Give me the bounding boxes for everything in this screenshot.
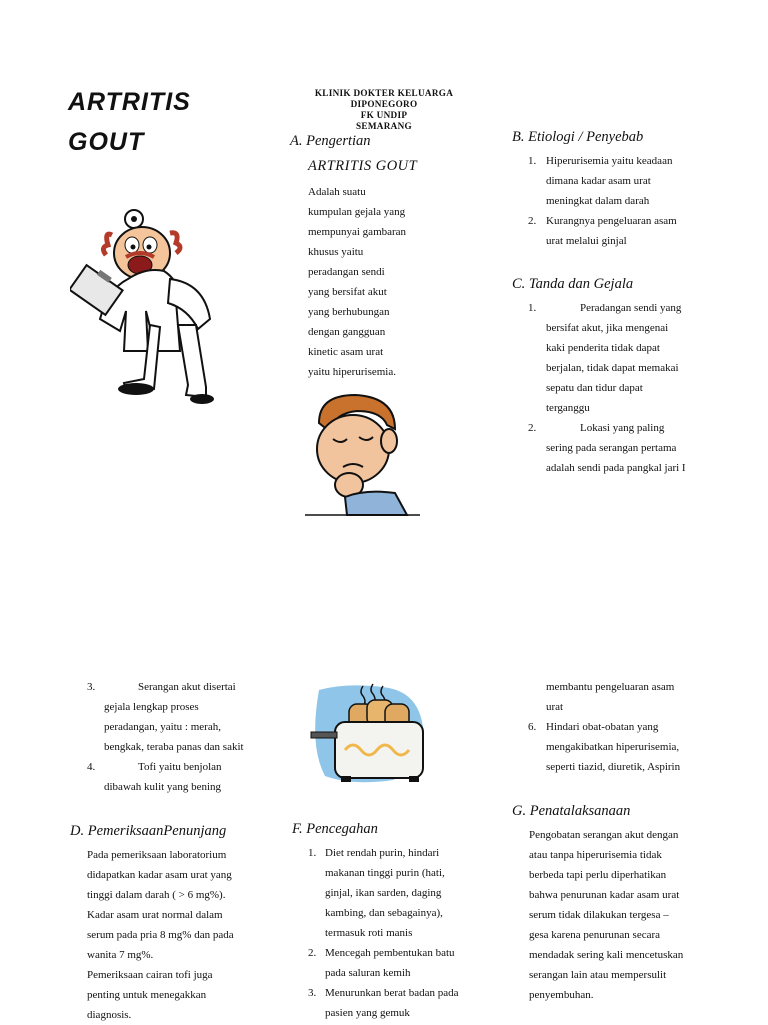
- section-b-list: [528, 151, 696, 251]
- section-g-body: Pengobatan serangan akut dengan atau tanpa hiperurisemia tidak berbeda tapi perlu diperhatikan bahwa penurunan kadar asam urat serum tidak dilakukan tergesa – gesa karena penurunan secara mendadak sering kali mencetuskan serangan lain atau mempersulit penyembuhan.: [529, 829, 684, 1001]
- list-item: 2. Lokasi yang paling sering pada serangan pertama adalah sendi pada pangkal jari I: [528, 422, 686, 474]
- clinic-line: DIPONEGORO: [350, 99, 418, 109]
- list-item: 4. Tofi yaitu benjolan dibawah kulit yang bening: [87, 761, 222, 793]
- list-item: 2. Kurangnya pengeluaran asam urat melalui ginjal: [528, 215, 677, 247]
- section-d-heading: D. PemeriksaanPenunjang: [70, 823, 227, 839]
- list-item: 3. Serangan akut disertai gejala lengkap proses peradangan, yaitu : merah, bengkak, teraba panas dan sakit: [87, 681, 244, 753]
- document-title: [68, 82, 191, 162]
- section-c-list: [528, 298, 698, 478]
- list-item: 1. Hiperurisemia yaitu keadaan dimana kadar asam urat meningkat dalam darah: [528, 155, 673, 207]
- section-c-list-continued: [87, 677, 255, 797]
- section-b-heading: B. Etiologi / Penyebab: [512, 129, 644, 145]
- section-c-heading: C. Tanda dan Gejala: [512, 276, 634, 292]
- section-d-body: Pada pemeriksaan laboratorium didapatkan kadar asam urat yang tinggi dalam darah ( > 6 mg%). Kadar asam urat normal dalam serum pada pria 8 mg% dan pada wanita 7 mg%. Pemeriksaan cairan tofi juga penting untuk menegakkan diagnosis.: [87, 849, 234, 1021]
- list-item: 2. Mencegah pembentukan batu pada saluran kemih: [308, 947, 455, 979]
- title-line-1: ARTRITIS: [68, 88, 191, 116]
- list-item: 3. Menurunkan berat badan pada pasien yang gemuk: [308, 987, 459, 1019]
- list-item: 1. Peradangan sendi yang bersifat akut, jika mengenai kaki penderita tidak dapat berjalan, tidak dapat memakai sepatu dan tidur dapat terganggu: [528, 302, 682, 414]
- clinic-header: [300, 88, 468, 132]
- section-a-body: Adalah suatu kumpulan gejala yang mempunyai gambaran khusus yaitu peradangan sendi yang bersifat akut yang berhubungan dengan gangguan kinetic asam urat yaitu hiperurisemia.: [308, 186, 407, 378]
- section-a-heading: A. Pengertian: [290, 133, 371, 149]
- clinic-line: SEMARANG: [356, 121, 412, 131]
- toaster-illustration: [305, 680, 435, 785]
- clinic-line: FK UNDIP: [360, 110, 408, 120]
- section-g-heading: G. Penatalaksanaan: [512, 803, 631, 819]
- doctor-illustration: [70, 205, 230, 410]
- section-f-continued-text: membantu pengeluaran asam urat: [546, 681, 675, 713]
- list-item: 1. Diet rendah purin, hindari makanan tinggi purin (hati, ginjal, ikan sarden, daging kambing, dan sebagainya), termasuk roti manis: [308, 847, 445, 939]
- section-f-list-continued: [528, 717, 698, 777]
- sad-boy-illustration: [305, 393, 420, 518]
- section-f-heading: F. Pencegahan: [292, 821, 378, 837]
- section-a-subtitle: ARTRITIS GOUT: [308, 158, 418, 174]
- list-item: 6. Hindari obat-obatan yang mengakibatkan hiperurisemia, seperti tiazid, diuretik, Aspirin: [528, 721, 681, 773]
- section-f-list: [308, 843, 477, 1023]
- clinic-line: KLINIK DOKTER KELUARGA: [314, 88, 454, 98]
- title-line-2: GOUT: [68, 128, 145, 156]
